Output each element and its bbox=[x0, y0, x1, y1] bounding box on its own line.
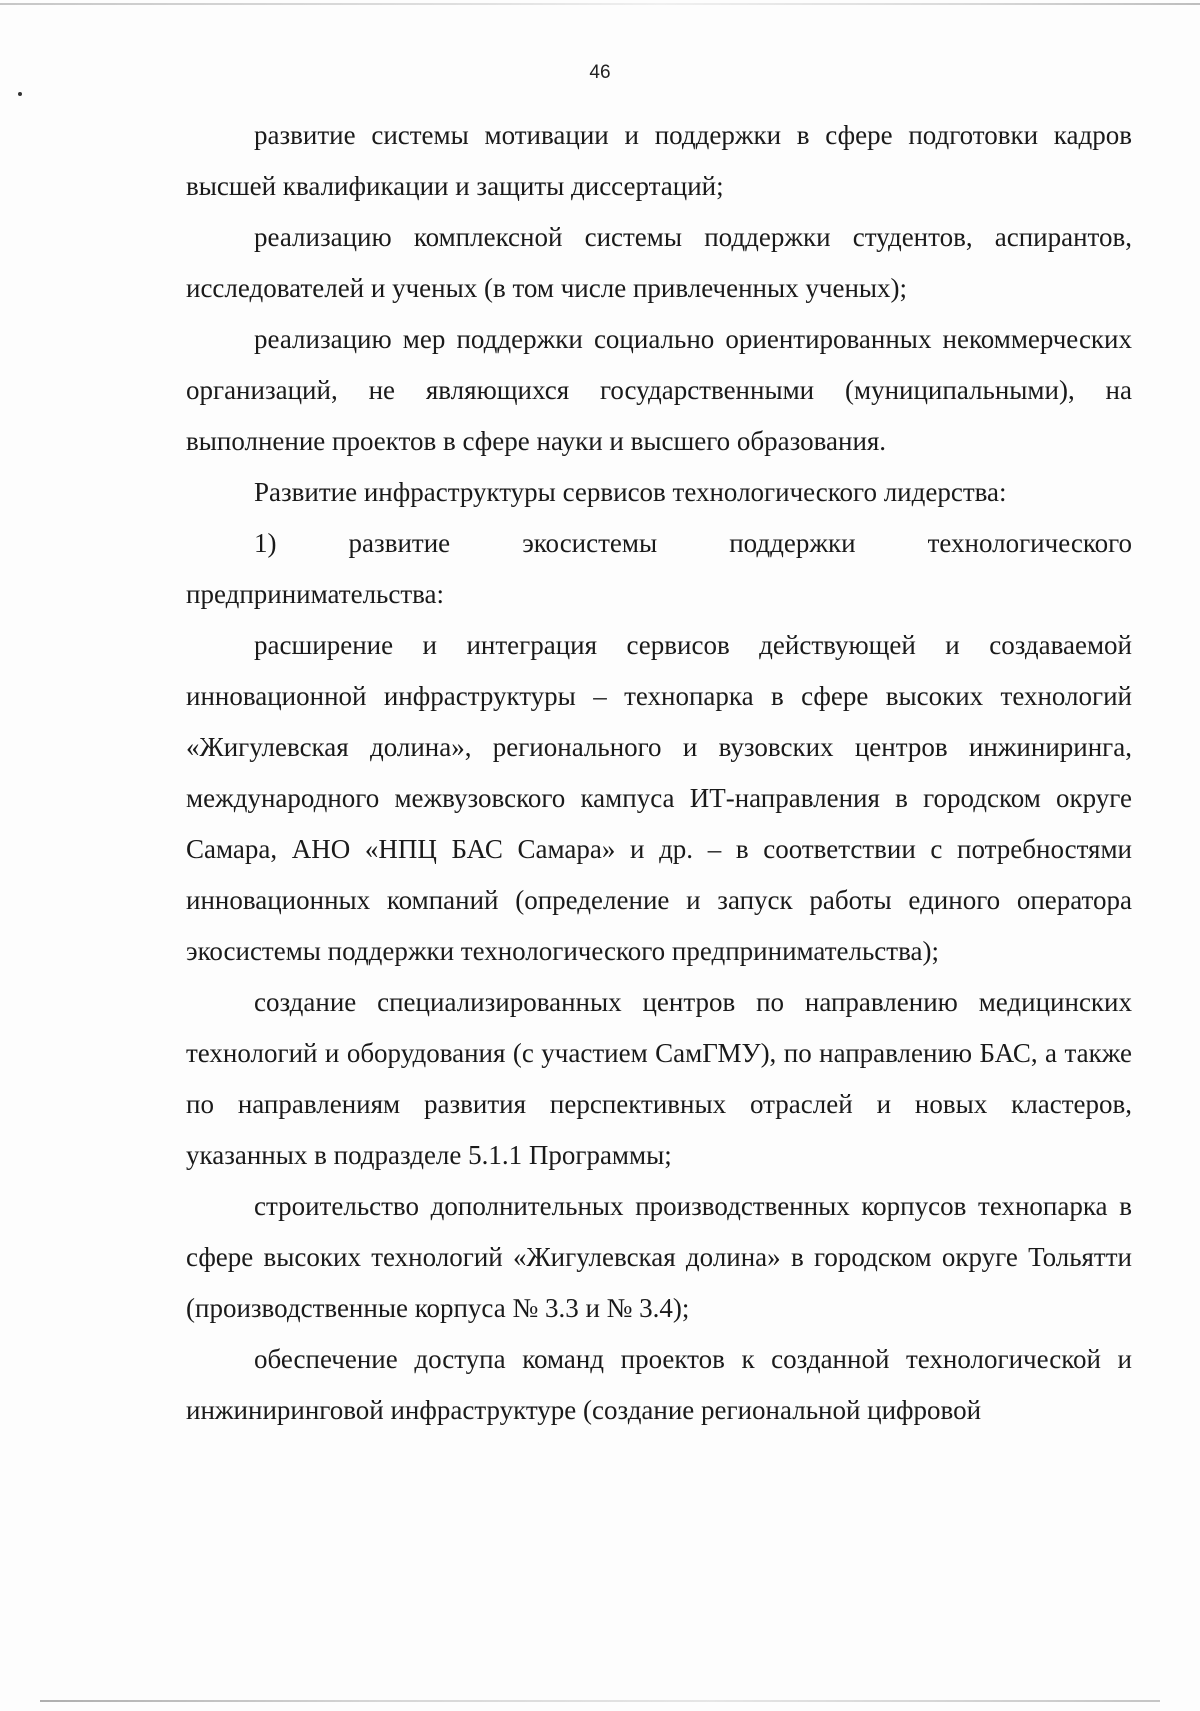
paragraph-infrastructure-access: обеспечение доступа команд проектов к созданной технологической и инжиниринговой инфраструктуре (создание региональной цифровой bbox=[186, 1344, 1132, 1425]
page-number: 46 bbox=[589, 62, 611, 83]
paragraph-ecosystem-item: 1) развитие экосистемы поддержки технологического предпринимательства: bbox=[186, 528, 1132, 609]
document-body bbox=[186, 110, 1132, 1436]
scan-edge-bottom bbox=[40, 1700, 1160, 1702]
scan-edge-top bbox=[0, 3, 1200, 5]
paragraph-student-support: реализацию комплексной системы поддержки студентов, аспирантов, исследователей и ученых (в том числе привлеченных ученых); bbox=[186, 222, 1132, 303]
paragraph-motivation-support: развитие системы мотивации и поддержки в сфере подготовки кадров высшей квалификации и защиты диссертаций; bbox=[186, 120, 1132, 201]
paragraph-nonprofit-support: реализацию мер поддержки социально ориентированных некоммерческих организаций, не являющихся государственными (муниципальными), на выполнение проектов в сфере науки и высшего образования. bbox=[186, 324, 1132, 456]
paragraph-integration-services: расширение и интеграция сервисов действующей и создаваемой инновационной инфраструктуры – технопарка в сфере высоких технологий «Жигулевская долина», регионального и вузовских центров инжиниринга, международного межвузовского кампуса ИТ-направления в городском округе Самара, АНО «НПЦ БАС Самара» и др. – в соответствии с потребностями инновационных компаний (определение и запуск работы единого оператора экосистемы поддержки технологического предпринимательства); bbox=[186, 630, 1132, 966]
paragraph-technopark-construction: строительство дополнительных производственных корпусов технопарка в сфере высоких технологий «Жигулевская долина» в городском округе Тольятти (производственные корпуса № 3.3 и № 3.4); bbox=[186, 1191, 1132, 1323]
paragraph-infrastructure-heading: Развитие инфраструктуры сервисов технологического лидерства: bbox=[254, 477, 1007, 507]
paragraph-specialized-centers: создание специализированных центров по направлению медицинских технологий и оборудования (с участием СамГМУ), по направлению БАС, а также по направлениям развития перспективных отраслей и новых кластеров, указанных в подразделе 5.1.1 Программы; bbox=[186, 987, 1132, 1170]
scan-speck bbox=[18, 92, 22, 96]
